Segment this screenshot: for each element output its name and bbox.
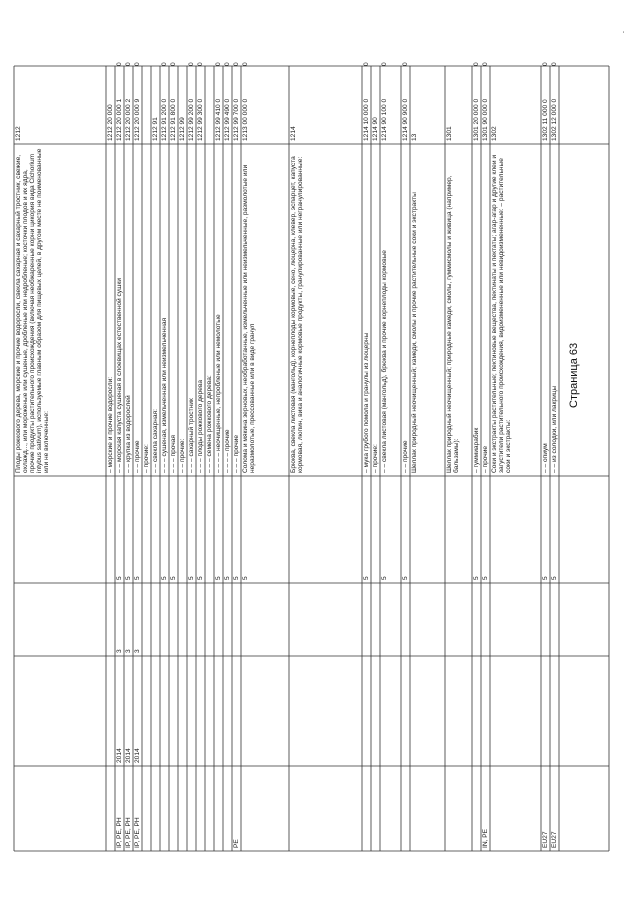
cell-c3: 5 bbox=[116, 576, 123, 580]
cell-code: 1301 20 000 0 bbox=[473, 98, 480, 141]
cell-desc: – прочие bbox=[482, 445, 489, 473]
table-grid bbox=[14, 66, 609, 851]
cell-c4: 3 bbox=[125, 649, 132, 653]
cell-c6: EU27 bbox=[542, 831, 549, 848]
page-number: Страница 63 bbox=[568, 342, 580, 408]
cell-desc: Шеллак природный неочищенный; камеди, смолы и прочие растительные соки и экстракты bbox=[411, 192, 418, 473]
cell-c3: 5 bbox=[224, 576, 231, 580]
cell-c7: 0 bbox=[482, 62, 489, 66]
cell-code: 1301 90 000 0 bbox=[482, 98, 489, 141]
cell-c4: 3 bbox=[116, 649, 123, 653]
cell-code: 1212 99 490 0 bbox=[224, 98, 231, 141]
cell-c7: 0 bbox=[134, 62, 141, 66]
cell-c7: 0 bbox=[363, 62, 370, 66]
cell-c7: 0 bbox=[116, 62, 123, 66]
cell-c5: 2014 bbox=[134, 748, 141, 763]
cell-c6: IN, PE bbox=[482, 828, 489, 848]
cell-c7: 0 bbox=[215, 62, 222, 66]
cell-c3: 5 bbox=[197, 576, 204, 580]
cell-code: 1212 99 300 0 bbox=[197, 98, 204, 141]
cell-code: 1302 12 000 0 bbox=[551, 98, 558, 141]
cell-c3: 5 bbox=[482, 576, 489, 580]
cell-c7: 0 bbox=[233, 62, 240, 66]
cell-code: 1212 91 200 0 bbox=[161, 98, 168, 141]
cell-c7: 0 bbox=[125, 62, 132, 66]
cell-desc: – – крупка из водорослей bbox=[125, 395, 132, 473]
cell-desc: Плоды рожкового дерева, морские и прочие водоросли, свекла сахарная и сахарный тростник, свежие, охлажд..., или мороженые или сушеные, дробленые или недробленые; косточки плодов и их ядра, прочие продукты растительного происхождения (включая необжаренные корни цикория вида Cichorium intybus sativum), используемые главным образом для пищевых целей, в другом месте не поименованные или не включенные: bbox=[15, 148, 50, 473]
cell-desc: – – опиум bbox=[542, 443, 549, 473]
cell-code: 1302 bbox=[491, 126, 498, 141]
cell-code: 1212 bbox=[15, 126, 22, 141]
cell-c7: 0 bbox=[551, 62, 558, 66]
cell-c7: 0 bbox=[402, 62, 409, 66]
cell-desc: – прочие: bbox=[143, 444, 150, 473]
cell-c3: 5 bbox=[215, 576, 222, 580]
cell-c5: 2014 bbox=[116, 748, 123, 763]
cell-code: 1212 99 410 0 bbox=[215, 98, 222, 141]
cell-code: 13 bbox=[411, 133, 418, 141]
cell-c7: 0 bbox=[473, 62, 480, 66]
cell-desc: – – – – неочищенные, непробленые или немолотые bbox=[215, 314, 222, 473]
cell-c6: IP, PE, PH bbox=[134, 817, 141, 848]
cell-desc: – – – – прочие bbox=[224, 429, 231, 473]
cell-c3: 5 bbox=[242, 576, 249, 580]
cell-desc: – – из солодки, или лакрицы bbox=[551, 385, 558, 473]
cell-desc: – – свекла сахарная: bbox=[152, 409, 159, 473]
cell-c7: 0 bbox=[188, 62, 195, 66]
cell-c7: 0 bbox=[381, 62, 388, 66]
cell-code: 1212 20 000 bbox=[107, 104, 114, 141]
cell-desc: – – свекла листовая (мангольд), брюква и прочие корнеплоды кормовые bbox=[381, 250, 388, 473]
cell-desc: – – – семена рожкового дерева: bbox=[206, 375, 213, 473]
cell-c7: 0 bbox=[224, 62, 231, 66]
cell-code: 1212 99 700 0 bbox=[233, 98, 240, 141]
cell-c6: PE bbox=[233, 839, 240, 848]
cell-c6: IP, PE, PH bbox=[116, 817, 123, 848]
cell-desc: – – – плоды рожкового дерева bbox=[197, 379, 204, 473]
cell-c3: 5 bbox=[363, 576, 370, 580]
tariff-table bbox=[14, 62, 609, 851]
cell-c4: 3 bbox=[134, 649, 141, 653]
cell-c3: 5 bbox=[170, 576, 177, 580]
cell-desc: – гуммиарабик bbox=[473, 427, 480, 473]
cell-code: 1212 20 000 1 bbox=[116, 98, 123, 141]
cell-code: 1212 99 200 0 bbox=[188, 98, 195, 141]
cell-code: 1212 91 bbox=[152, 117, 159, 141]
cell-code: 1212 99 bbox=[179, 117, 186, 141]
cell-c3: 5 bbox=[125, 576, 132, 580]
cell-c3: 5 bbox=[381, 576, 388, 580]
cell-code: 1301 bbox=[446, 126, 453, 141]
cell-desc: – – морская капуста сушеная в слоевищах естественной сушки bbox=[116, 278, 123, 473]
cell-c3: 5 bbox=[473, 576, 480, 580]
cell-desc: – – – сушеная, измельченная или неизмельченная bbox=[161, 317, 168, 473]
cell-code: 1214 90 100 0 bbox=[381, 98, 388, 141]
cell-desc: – – – сахарный тростник bbox=[188, 398, 195, 473]
cell-desc: – – прочие: bbox=[179, 438, 186, 473]
cell-code: 1214 90 bbox=[372, 117, 379, 141]
cell-desc: – – прочие bbox=[134, 440, 141, 473]
cell-c5: 2014 bbox=[125, 748, 132, 763]
corner-mark: ʿ bbox=[622, 30, 625, 40]
cell-c7: 0 bbox=[197, 62, 204, 66]
cell-c3: 5 bbox=[551, 576, 558, 580]
cell-desc: Солома и мякина зерновых, необработанные, измельченные или неизмельченные, размолотые или неразмолотые, прессованные или в виде гранул bbox=[242, 164, 256, 473]
cell-desc: – прочие: bbox=[372, 444, 379, 473]
cell-code: 1214 10 000 0 bbox=[363, 98, 370, 141]
cell-desc: – – – прочие bbox=[233, 434, 240, 473]
cell-code: 1212 20 000 9 bbox=[134, 98, 141, 141]
cell-code: 1213 00 000 0 bbox=[242, 98, 249, 141]
cell-c6: EU27 bbox=[551, 831, 558, 848]
cell-code: 1302 11 000 0 bbox=[542, 99, 549, 141]
cell-c7: 0 bbox=[161, 62, 168, 66]
cell-desc: – мука грубого помола и гранулы из люцерны bbox=[363, 332, 370, 473]
cell-c7: 0 bbox=[242, 62, 249, 66]
cell-c7: 0 bbox=[170, 62, 177, 66]
cell-code: 1214 bbox=[290, 126, 297, 141]
cell-c3: 5 bbox=[188, 576, 195, 580]
cell-code: 1212 20 000 2 bbox=[125, 98, 132, 141]
cell-desc: – – – прочая bbox=[170, 435, 177, 473]
cell-c3: 5 bbox=[542, 576, 549, 580]
cell-c3: 5 bbox=[402, 576, 409, 580]
cell-c6: IP, PE, PH bbox=[125, 817, 132, 848]
cell-c3: 5 bbox=[233, 576, 240, 580]
cell-c7: 0 bbox=[542, 62, 549, 66]
cell-desc: – – прочие bbox=[402, 440, 409, 473]
cell-c3: 5 bbox=[134, 576, 141, 580]
cell-desc: Шеллак природный неочищенный; природные камеди, смолы, гуммисмолы и живица (например, бальзамы): bbox=[446, 175, 460, 473]
cell-c3: 5 bbox=[161, 576, 168, 580]
cell-desc: Брюква, свекла листовая (мангольд), корнеплоды кормовые, сено, люцерна, клевер, эспарцет, капуста кормовая, люпин, вика и аналогичные кормовые продукты, гранулированные или негранулированные: bbox=[290, 156, 304, 473]
cell-desc: – морские и прочие водоросли: bbox=[107, 376, 114, 473]
cell-code: 1214 90 900 0 bbox=[402, 98, 409, 141]
cell-code: 1212 91 800 0 bbox=[170, 98, 177, 141]
cell-desc: Соки и экстракты растительные; пектиновые вещества, пектинаты и пектаты; агар-агар и другие клеи и загустители растительного происхождения, видоизмененные или невидоизмененные: – растительные соки и экстракты: bbox=[491, 154, 512, 473]
